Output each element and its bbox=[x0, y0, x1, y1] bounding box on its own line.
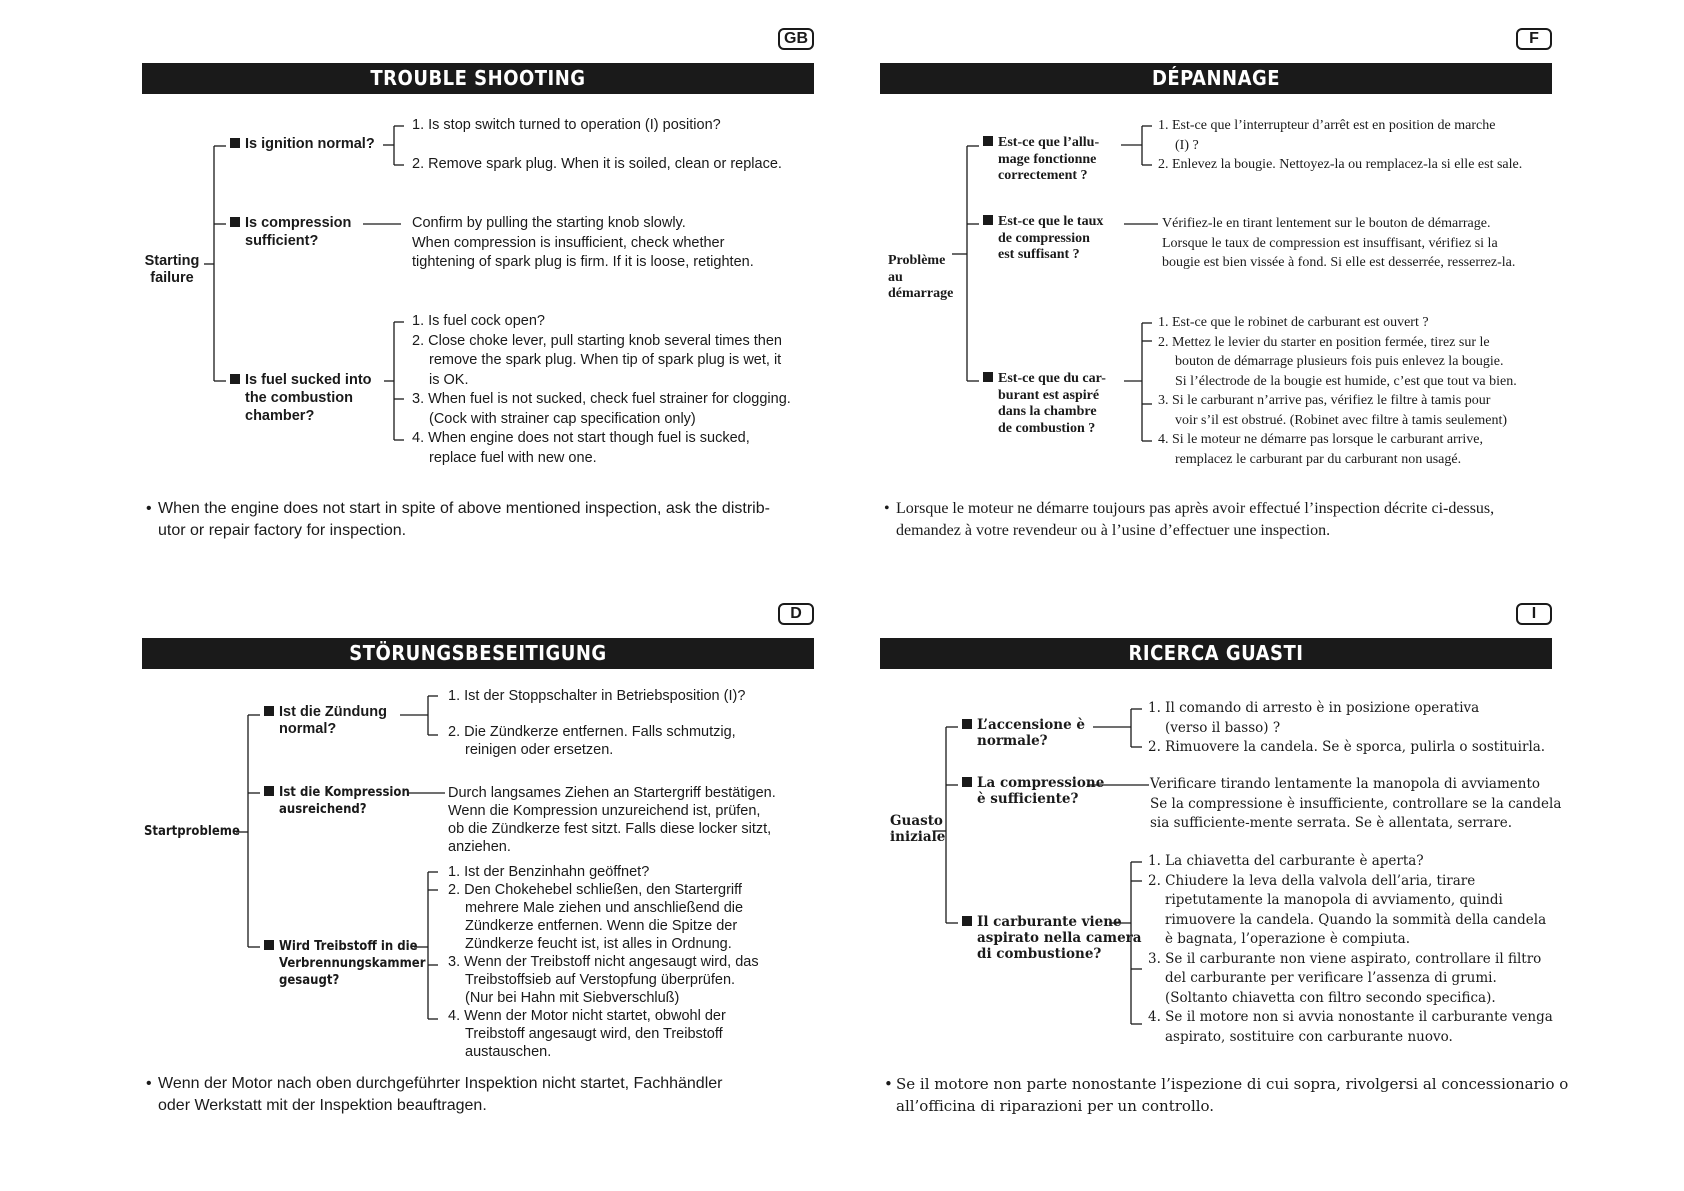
square-bullet-icon bbox=[983, 372, 993, 382]
answers-fuel-d: 1. Ist der Benzinhahn geöffnet? 2. Den Chokehebel schließen, den Startergriff mehrere Male ziehen und anschließend die Zündkerze entfernen. Wenn die Spitze der Zündkerze feucht ist, ist alles in Ordnung. 3. Wenn der Treibstoff nicht angesaugt wird, das Treibstoffsieb auf Verstopfung überprüfen. (Nur bei Hahn mit Siebverschluß) 4. Wenn der Motor nicht startet, obwohl der Treibstoff angesaugt wird, den Treibstoff austauschen. bbox=[448, 864, 759, 1060]
section-gb bbox=[142, 28, 814, 568]
section-title-f: DÉPANNAGE bbox=[880, 63, 1552, 94]
answers-fuel-f: 1. Est-ce que le robinet de carburant est ouvert ? 2. Mettez le levier du starter en position fermée, tirez sur le bouton de démarrage plusieurs fois puis enlevez la bougie. Si l’électrode de la bougie est humide, c’est que tout va bien. 3. Si le carburant n’arrive pas, vérifiez le filtre à tamis pour voir s’il est obstrué. (Robinet avec filtre à tamis seulement) 4. Si le moteur ne démarre pas lorsque le carburant arrive, remplacez le carburant par du carburant non usagé. bbox=[1158, 315, 1517, 467]
question-fuel-gb: Is fuel sucked into the combustion chamber? bbox=[230, 371, 372, 425]
question-ignition-d: Ist die Zündung normal? bbox=[264, 704, 387, 738]
square-bullet-icon bbox=[983, 215, 993, 225]
flow-lines-f bbox=[880, 28, 1552, 568]
answers-ignition-f: 1. Est-ce que l’interrupteur d’arrêt est en position de marche (I) ? 2. Enlevez la bougie. Nettoyez-la ou remplacez-la si elle est sale. bbox=[1158, 118, 1523, 172]
language-badge-d: D bbox=[778, 603, 814, 625]
square-bullet-icon bbox=[264, 940, 274, 950]
language-badge-i: I bbox=[1516, 603, 1552, 625]
note-i: • Se il motore non parte nonostante l’ispezione di cui sopra, rivolgersi al concessionario o all’officina di riparazioni per un controllo. bbox=[884, 1075, 1569, 1115]
answer-compression-gb: Confirm by pulling the starting knob slowly. When compression is insufficient, check whether tightening of spark plug is firm. If it is loose, retighten. bbox=[412, 215, 754, 270]
section-f bbox=[880, 28, 1552, 568]
note-gb: • When the engine does not start in spite of above mentioned inspection, ask the distrib- utor or repair factory for inspection. bbox=[146, 500, 770, 539]
square-bullet-icon bbox=[962, 777, 972, 787]
answers-fuel-i: 1. La chiavetta del carburante è aperta? 2. Chiudere la leva della valvola dell’aria, tirare ripetutamente la manopola di avviamento, quindi rimuovere la candela. Quando la sommità della candela è bagnata, l’operazione è compiuta. 3. Se il carburante non viene aspirato, controllare il filtro del carburante per verificare l’assenza di grumi. (Soltanto chiavetta con filtro secondo specifica). 4. Se il motore non si avvia nonostante il carburante venga aspirato, sostituire con carburante nuovo. bbox=[1148, 853, 1553, 1045]
question-compression-d: Ist die Kompression ausreichend? bbox=[264, 784, 410, 818]
answers-fuel-gb: 1. Is fuel cock open? 2. Close choke lever, pull starting knob several times then remove the spark plug. When tip of spark plug is wet, it is OK. 3. When fuel is not sucked, check fuel strainer for clogging. (Cock with strainer cap specification only) 4. When engine does not start though fuel is sucked, replace fuel with new one. bbox=[412, 313, 791, 466]
section-title-i: RICERCA GUASTI bbox=[880, 638, 1552, 669]
section-i bbox=[880, 603, 1569, 1143]
answer-ignition-1-gb: 1. Is stop switch turned to operation (I) position? bbox=[412, 117, 721, 133]
note-f: • Lorsque le moteur ne démarre toujours pas après avoir effectué l’inspection décrite ci-dessus, demandez à votre revendeur ou à l’usine d’effectuer une inspection. bbox=[884, 500, 1495, 539]
square-bullet-icon bbox=[264, 786, 274, 796]
answer-ignition-2-gb: 2. Remove spark plug. When it is soiled, clean or replace. bbox=[412, 156, 782, 172]
square-bullet-icon bbox=[230, 138, 240, 148]
question-ignition-i: L’accensione è normale? bbox=[962, 717, 1085, 749]
section-title-gb: TROUBLE SHOOTING bbox=[142, 63, 814, 94]
section-d bbox=[142, 603, 814, 1143]
answers-ignition-i: 1. Il comando di arresto è in posizione operativa (verso il basso) ? 2. Rimuovere la candela. Se è sporca, pulirla o sostituirla. bbox=[1148, 700, 1546, 755]
question-fuel-i: Il carburante viene aspirato nella camera di combustione? bbox=[962, 914, 1142, 962]
question-compression-f: Est-ce que le taux de compression est suffisant ? bbox=[983, 214, 1103, 264]
flow-lines-gb bbox=[142, 28, 814, 568]
answer-compression-i: Verificare tirando lentamente la manopola di avviamento Se la compressione è insufficiente, controllare se la candela sia sufficiente-mente serrata. Se è allentata, serrare. bbox=[1150, 776, 1562, 831]
question-fuel-d: Wird Treibstoff in die Verbrennungskammer gesaugt? bbox=[264, 938, 426, 989]
question-fuel-f: Est-ce que du car- burant est aspiré dans la chambre de combustion ? bbox=[983, 371, 1106, 437]
root-label-gb: Starting failure bbox=[144, 253, 200, 286]
answer-compression-f: Vérifiez-le en tirant lentement sur le bouton de démarrage. Lorsque le taux de compression est insuffisant, vérifiez si la bougie est bien vissée à fond. Si elle est desserrée, resserrez-la. bbox=[1162, 216, 1516, 270]
square-bullet-icon bbox=[983, 136, 993, 146]
language-badge-gb: GB bbox=[778, 28, 814, 50]
square-bullet-icon bbox=[230, 374, 240, 384]
square-bullet-icon bbox=[962, 916, 972, 926]
root-label-f: Problème au démarrage bbox=[888, 253, 954, 301]
root-label-d: Startprobleme bbox=[144, 824, 240, 839]
section-title-d: STÖRUNGSBESEITIGUNG bbox=[142, 638, 814, 669]
question-ignition-gb: Is ignition normal? bbox=[230, 135, 375, 155]
answers-ignition-d: 1. Ist der Stoppschalter in Betriebsposition (I)? 2. Die Zündkerze entfernen. Falls schmutzig, reinigen oder ersetzen. bbox=[448, 688, 746, 758]
question-compression-i: La compressione è sufficiente? bbox=[962, 775, 1104, 807]
question-ignition-f: Est-ce que l’allu- mage fonctionne correctement ? bbox=[983, 135, 1099, 185]
square-bullet-icon bbox=[264, 706, 274, 716]
answer-compression-d: Durch langsames Ziehen an Startergriff bestätigen. Wenn die Kompression unzureichend ist, prüfen, ob die Zündkerze fest sitzt. Falls diese locker sitzt, anziehen. bbox=[448, 785, 776, 855]
square-bullet-icon bbox=[230, 217, 240, 227]
root-label-i: Guasto iniziale bbox=[890, 813, 946, 845]
question-compression-gb: Is compression sufficient? bbox=[230, 214, 351, 250]
note-d: • Wenn der Motor nach oben durchgeführter Inspektion nicht startet, Fachhändler oder Werkstatt mit der Inspektion beauftragen. bbox=[146, 1075, 723, 1114]
language-badge-f: F bbox=[1516, 28, 1552, 50]
square-bullet-icon bbox=[962, 719, 972, 729]
